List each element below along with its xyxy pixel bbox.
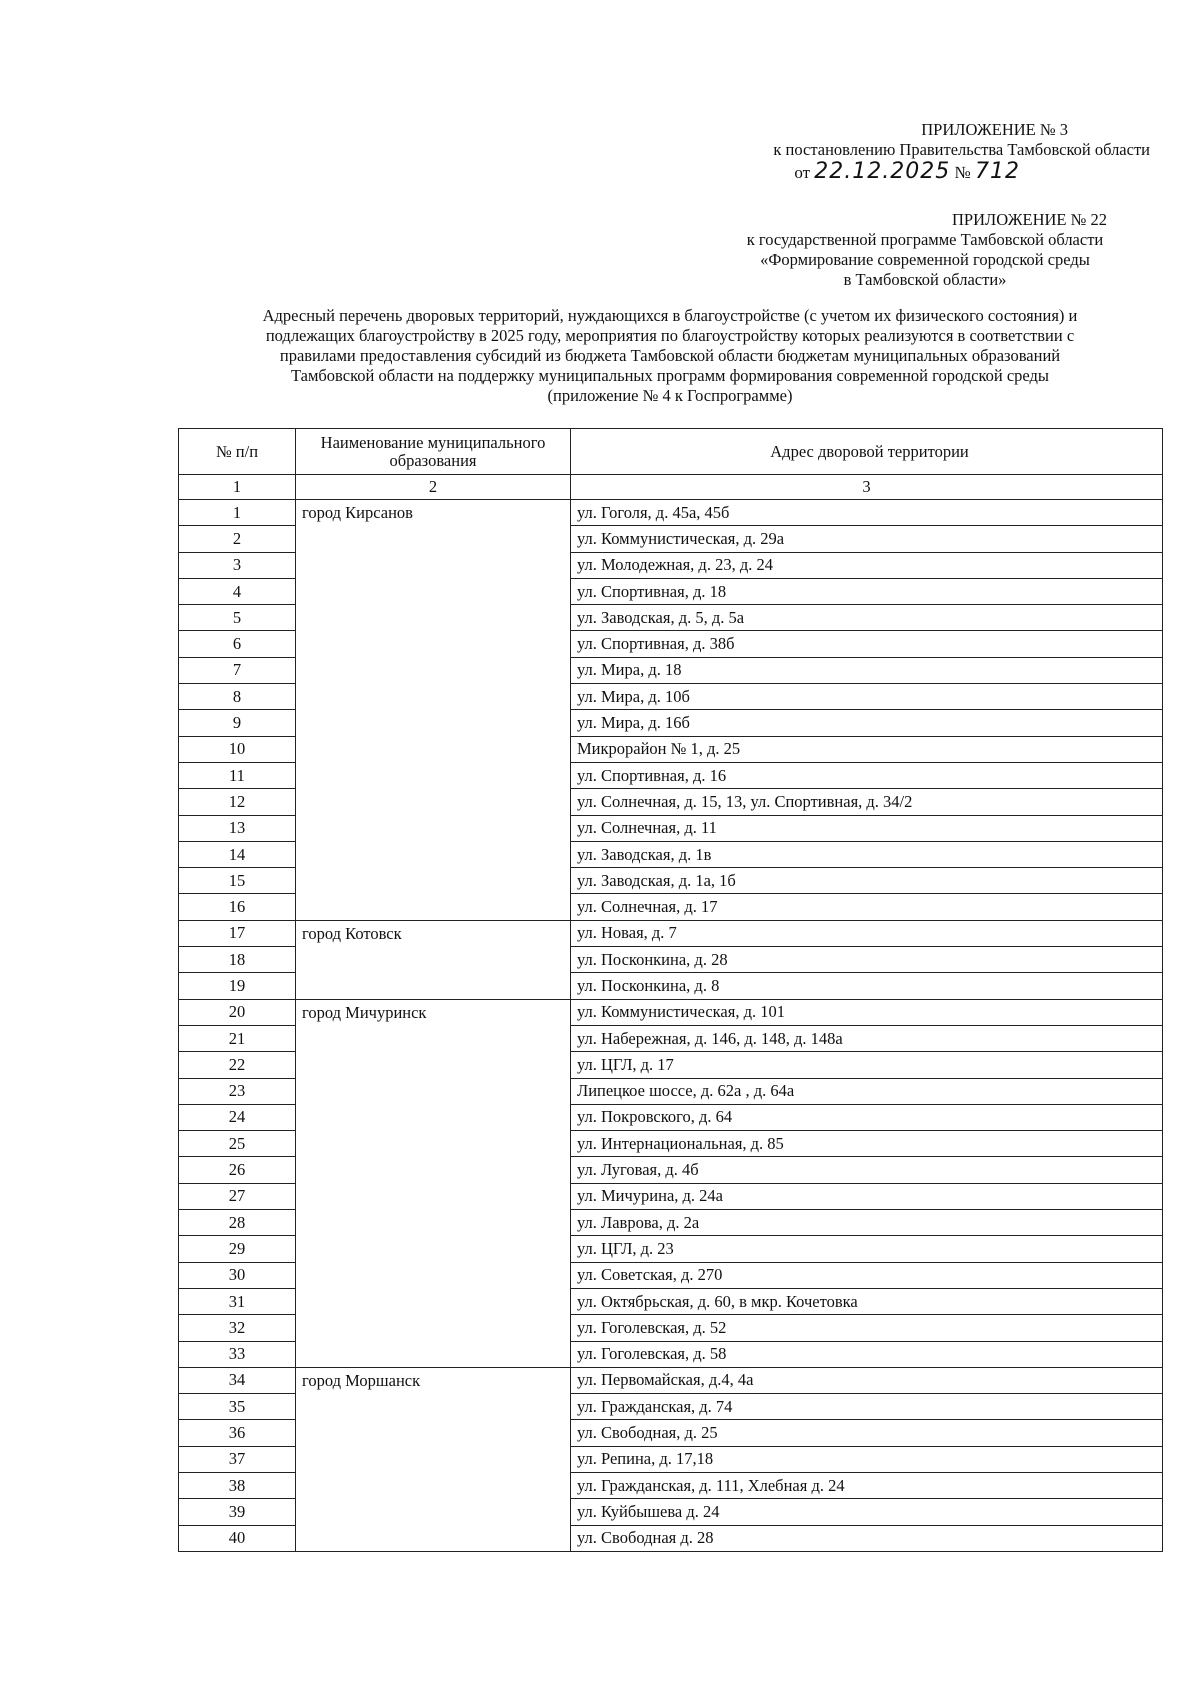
address-cell: ул. Коммунистическая, д. 29а bbox=[571, 526, 1163, 552]
table-header-row bbox=[179, 429, 1163, 475]
row-number: 22 bbox=[179, 1052, 296, 1078]
address-cell: ул. ЦГЛ, д. 23 bbox=[571, 1236, 1163, 1262]
date-prefix: от bbox=[794, 163, 811, 182]
address-cell: ул. Первомайская, д.4, 4а bbox=[571, 1367, 1163, 1393]
handwritten-date: 22.12.2025 bbox=[814, 159, 951, 184]
appendix-22-program-line: к государственной программе Тамбовской области bbox=[746, 230, 1104, 249]
row-number: 9 bbox=[179, 710, 296, 736]
index-cell: 3 bbox=[571, 475, 1163, 500]
table-body bbox=[179, 500, 1163, 1552]
address-cell: ул. Спортивная, д. 18 bbox=[571, 578, 1163, 604]
row-number: 26 bbox=[179, 1157, 296, 1183]
address-cell: ул. Гоголя, д. 45а, 45б bbox=[571, 500, 1163, 526]
row-number: 1 bbox=[179, 500, 296, 526]
row-number: 5 bbox=[179, 605, 296, 631]
row-number: 7 bbox=[179, 657, 296, 683]
address-cell: ул. Свободная, д. 25 bbox=[571, 1420, 1163, 1446]
municipality-name: город Кирсанов bbox=[296, 500, 571, 921]
address-cell: ул. Гоголевская, д. 52 bbox=[571, 1315, 1163, 1341]
header-address: Адрес дворовой территории bbox=[571, 429, 1163, 475]
address-cell: ул. Солнечная, д. 15, 13, ул. Спортивная, д. 34/2 bbox=[571, 789, 1163, 815]
address-cell: ул. Посконкина, д. 28 bbox=[571, 947, 1163, 973]
municipality-name: город Котовск bbox=[296, 920, 571, 999]
header-number: № п/п bbox=[179, 429, 296, 475]
table-row bbox=[179, 920, 1163, 946]
intro-line: Тамбовской области на поддержку муниципальных программ формирования современной городской среды bbox=[290, 366, 1050, 385]
address-cell: ул. Коммунистическая, д. 101 bbox=[571, 999, 1163, 1025]
row-number: 12 bbox=[179, 789, 296, 815]
address-cell: ул. Гражданская, д. 111, Хлебная д. 24 bbox=[571, 1472, 1163, 1498]
address-cell: ул. Молодежная, д. 23, д. 24 bbox=[571, 552, 1163, 578]
row-number: 29 bbox=[179, 1236, 296, 1262]
address-cell: ул. Гоголевская, д. 58 bbox=[571, 1341, 1163, 1367]
appendix-3-title: ПРИЛОЖЕНИЕ № 3 bbox=[921, 120, 1068, 139]
handwritten-number: 712 bbox=[975, 159, 1020, 184]
row-number: 11 bbox=[179, 762, 296, 788]
row-number: 40 bbox=[179, 1525, 296, 1551]
address-cell: ул. Репина, д. 17,18 bbox=[571, 1446, 1163, 1472]
address-cell: ул. Лаврова, д. 2а bbox=[571, 1210, 1163, 1236]
header-municipality: Наименование муниципального образования bbox=[296, 429, 571, 475]
row-number: 15 bbox=[179, 868, 296, 894]
row-number: 38 bbox=[179, 1472, 296, 1498]
table-row bbox=[179, 1367, 1163, 1393]
address-cell: Липецкое шоссе, д. 62а , д. 64а bbox=[571, 1078, 1163, 1104]
intro-line: Адресный перечень дворовых территорий, нуждающихся в благоустройстве (с учетом их физического состояния) и bbox=[262, 306, 1078, 325]
address-cell: Микрорайон № 1, д. 25 bbox=[571, 736, 1163, 762]
appendix-3-date-line bbox=[680, 159, 1020, 184]
row-number: 23 bbox=[179, 1078, 296, 1104]
address-cell: ул. Куйбышева д. 24 bbox=[571, 1499, 1163, 1525]
address-cell: ул. Мира, д. 10б bbox=[571, 684, 1163, 710]
row-number: 10 bbox=[179, 736, 296, 762]
address-table bbox=[178, 428, 1163, 1552]
index-cell: 1 bbox=[179, 475, 296, 500]
municipality-name: город Мичуринск bbox=[296, 999, 571, 1367]
table-row bbox=[179, 999, 1163, 1025]
address-cell: ул. Свободная д. 28 bbox=[571, 1525, 1163, 1551]
row-number: 30 bbox=[179, 1262, 296, 1288]
row-number: 32 bbox=[179, 1315, 296, 1341]
table-index-row bbox=[179, 475, 1163, 500]
address-cell: ул. Луговая, д. 4б bbox=[571, 1157, 1163, 1183]
appendix-3-header bbox=[680, 120, 1150, 184]
row-number: 13 bbox=[179, 815, 296, 841]
row-number: 16 bbox=[179, 894, 296, 920]
intro-line: подлежащих благоустройству в 2025 году, мероприятия по благоустройству которых реализуются в соответствии с bbox=[265, 326, 1075, 345]
row-number: 18 bbox=[179, 947, 296, 973]
address-cell: ул. Гражданская, д. 74 bbox=[571, 1394, 1163, 1420]
table-row bbox=[179, 500, 1163, 526]
number-prefix: № bbox=[954, 163, 971, 182]
address-cell: ул. Заводская, д. 1в bbox=[571, 841, 1163, 867]
intro-line: (приложение № 4 к Госпрограмме) bbox=[547, 386, 793, 405]
address-cell: ул. Советская, д. 270 bbox=[571, 1262, 1163, 1288]
appendix-22-title: ПРИЛОЖЕНИЕ № 22 bbox=[952, 210, 1107, 229]
row-number: 6 bbox=[179, 631, 296, 657]
row-number: 31 bbox=[179, 1288, 296, 1314]
appendix-22-program-name-2: в Тамбовской области» bbox=[843, 270, 1007, 289]
address-cell: ул. Набережная, д. 146, д. 148, д. 148а bbox=[571, 1025, 1163, 1051]
document-intro bbox=[180, 306, 1160, 406]
row-number: 33 bbox=[179, 1341, 296, 1367]
municipality-name: город Моршанск bbox=[296, 1367, 571, 1551]
index-cell: 2 bbox=[296, 475, 571, 500]
address-cell: ул. Новая, д. 7 bbox=[571, 920, 1163, 946]
address-cell: ул. Посконкина, д. 8 bbox=[571, 973, 1163, 999]
address-cell: ул. Солнечная, д. 11 bbox=[571, 815, 1163, 841]
address-cell: ул. Мичурина, д. 24а bbox=[571, 1183, 1163, 1209]
address-cell: ул. Мира, д. 16б bbox=[571, 710, 1163, 736]
row-number: 20 bbox=[179, 999, 296, 1025]
appendix-3-resolution-line: к постановлению Правительства Тамбовской области bbox=[773, 140, 1150, 159]
row-number: 17 bbox=[179, 920, 296, 946]
row-number: 37 bbox=[179, 1446, 296, 1472]
intro-line: правилами предоставления субсидий из бюджета Тамбовской области бюджетам муниципальных образований bbox=[279, 346, 1061, 365]
row-number: 2 bbox=[179, 526, 296, 552]
row-number: 28 bbox=[179, 1210, 296, 1236]
row-number: 34 bbox=[179, 1367, 296, 1393]
row-number: 8 bbox=[179, 684, 296, 710]
address-cell: ул. Покровского, д. 64 bbox=[571, 1104, 1163, 1130]
address-cell: ул. Октябрьская, д. 60, в мкр. Кочетовка bbox=[571, 1288, 1163, 1314]
address-cell: ул. Интернациональная, д. 85 bbox=[571, 1131, 1163, 1157]
address-cell: ул. Мира, д. 18 bbox=[571, 657, 1163, 683]
address-cell: ул. Заводская, д. 5, д. 5а bbox=[571, 605, 1163, 631]
address-cell: ул. Солнечная, д. 17 bbox=[571, 894, 1163, 920]
row-number: 27 bbox=[179, 1183, 296, 1209]
row-number: 19 bbox=[179, 973, 296, 999]
row-number: 35 bbox=[179, 1394, 296, 1420]
row-number: 25 bbox=[179, 1131, 296, 1157]
appendix-22-header bbox=[695, 210, 1155, 290]
row-number: 3 bbox=[179, 552, 296, 578]
address-cell: ул. Заводская, д. 1а, 1б bbox=[571, 868, 1163, 894]
address-cell: ул. Спортивная, д. 16 bbox=[571, 762, 1163, 788]
row-number: 39 bbox=[179, 1499, 296, 1525]
row-number: 24 bbox=[179, 1104, 296, 1130]
row-number: 4 bbox=[179, 578, 296, 604]
row-number: 36 bbox=[179, 1420, 296, 1446]
address-cell: ул. Спортивная, д. 38б bbox=[571, 631, 1163, 657]
address-cell: ул. ЦГЛ, д. 17 bbox=[571, 1052, 1163, 1078]
row-number: 21 bbox=[179, 1025, 296, 1051]
appendix-22-program-name-1: «Формирование современной городской среды bbox=[760, 250, 1090, 269]
row-number: 14 bbox=[179, 841, 296, 867]
